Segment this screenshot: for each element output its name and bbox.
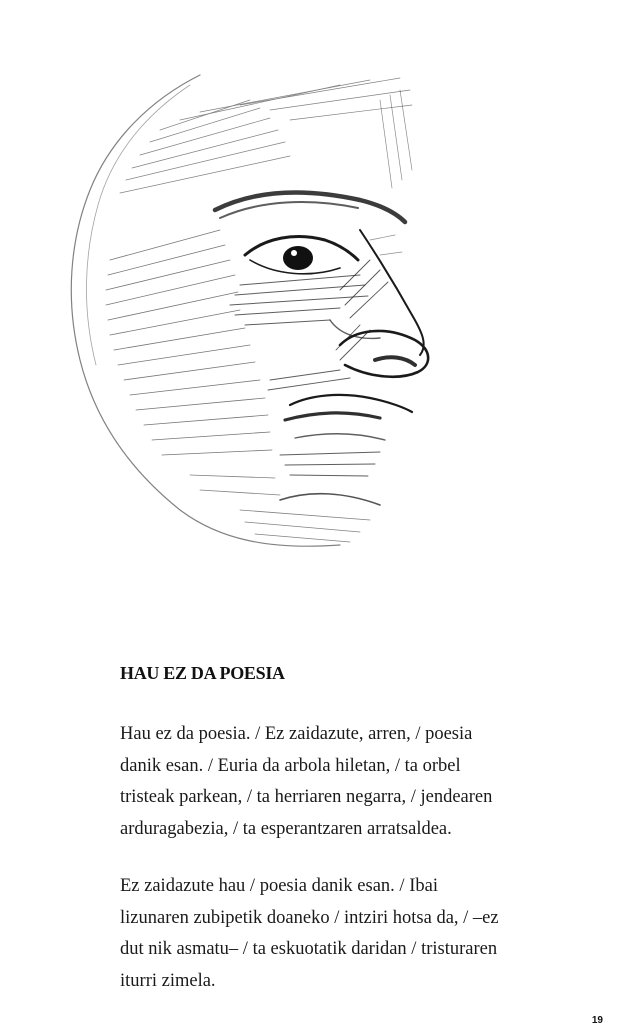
poem-stanza-2 — [120, 871, 580, 997]
poem-line: Hau ez da poesia. / Ez zaidazute, arren, / poesia — [120, 724, 473, 744]
poem-line: arduragabezia, / ta esperantzaren arratsaldea. — [120, 818, 452, 839]
poem-title: HAU EZ DA POESIA — [120, 663, 285, 683]
poem-line: tristeak parkean, / ta herriaren negarra, / jendearen — [120, 787, 493, 807]
face-sketch-illustration — [40, 60, 440, 555]
poem-line: lizunaren zubipetik doaneko / intziri hotsa da, / –ez — [120, 907, 499, 928]
poem-line: iturri zimela. — [120, 970, 216, 991]
page-number: 19 — [591, 1015, 603, 1026]
poem-stanza-1 — [120, 719, 580, 845]
poem-line: dut nik asmatu– / ta eskuotatik daridan / tristuraren — [120, 939, 498, 959]
poem-line: Ez zaidazute hau / poesia danik esan. / Ibai — [120, 876, 438, 896]
poem-line: danik esan. / Euria da arbola hiletan, / ta orbel — [120, 755, 461, 776]
face-sketch-icon — [40, 60, 440, 555]
